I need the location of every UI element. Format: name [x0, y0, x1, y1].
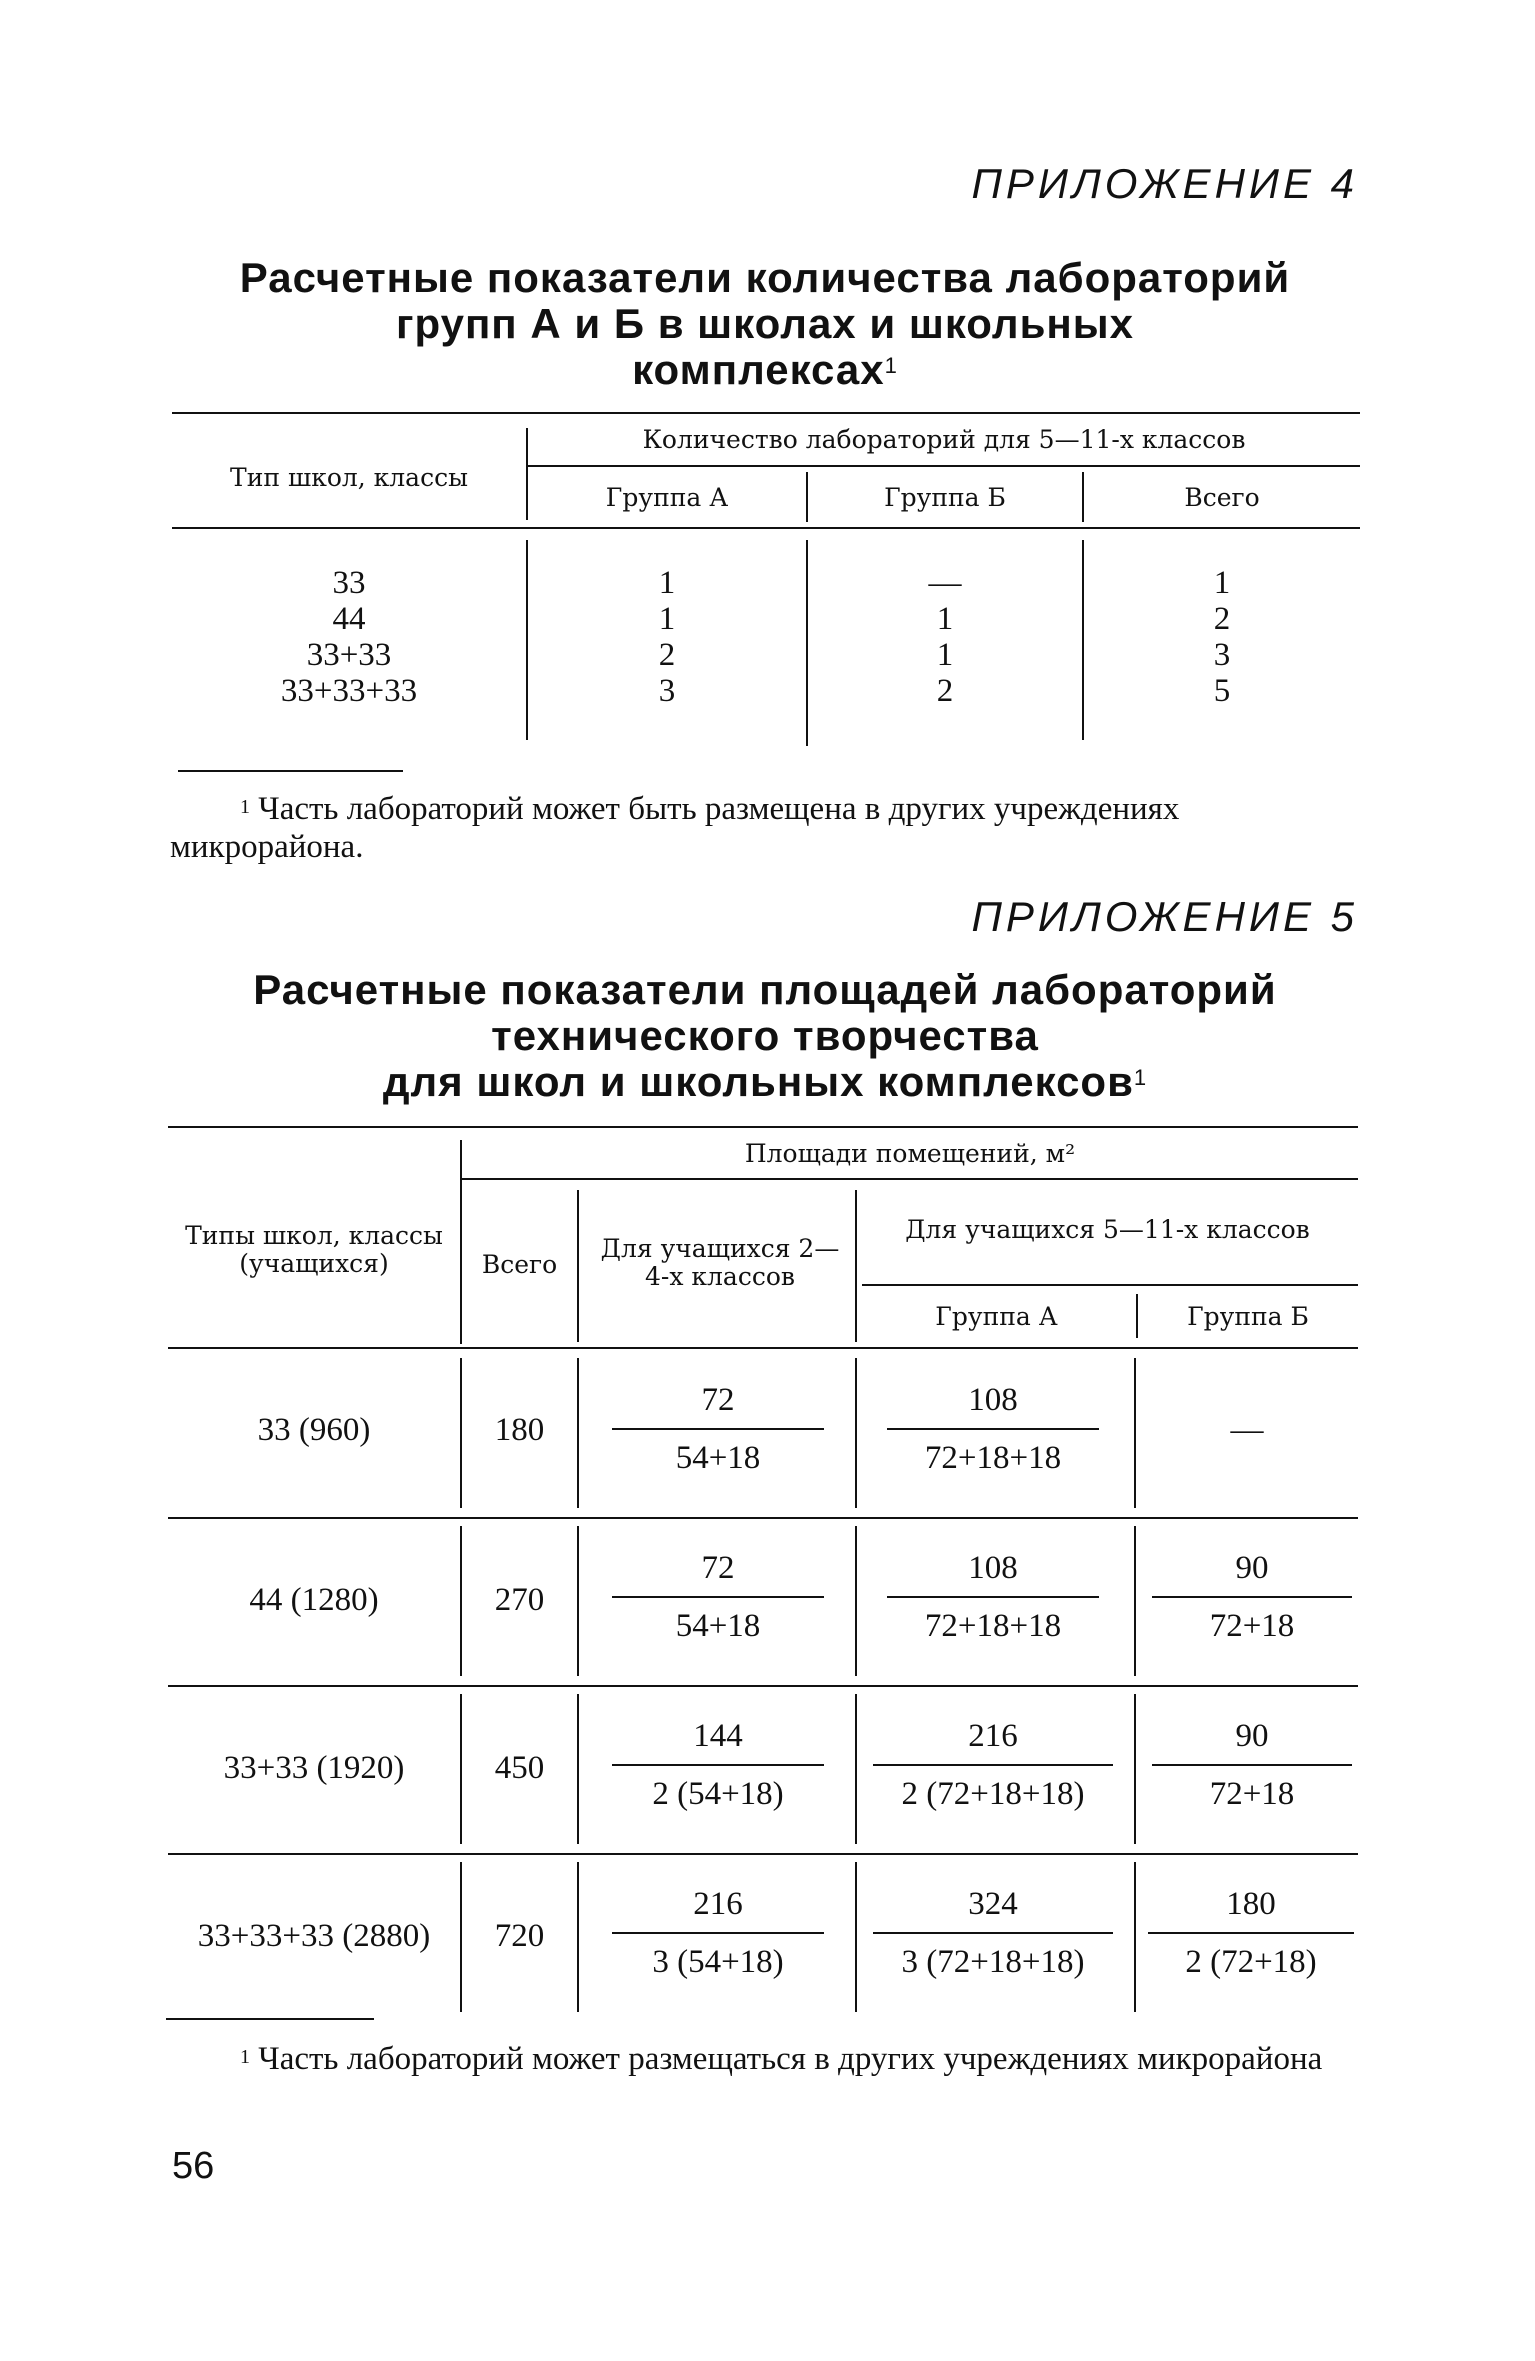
table-cell: 3	[1213, 637, 1231, 673]
header-group-b: Группа Б	[1187, 1302, 1309, 1331]
table-cell-type: 44 (1280)	[249, 1582, 379, 1618]
fraction-numerator: 108	[968, 1382, 1018, 1418]
fraction-group-a	[887, 1382, 1099, 1476]
header-school-type: Типы школ, классы (учащихся)	[185, 1221, 443, 1278]
fraction-group-a	[873, 1718, 1113, 1812]
footnote-mark: 1	[240, 796, 250, 818]
fraction-numerator: 72	[701, 1550, 735, 1586]
footnote-mark: 1	[884, 353, 898, 378]
fraction-denominator: 2 (54+18)	[652, 1776, 784, 1812]
title-line: Расчетные показатели количества лабораторий	[239, 254, 1291, 301]
header-area: Площади помещений, м²	[744, 1139, 1076, 1168]
column-group-a	[528, 565, 806, 709]
header-group-b: Группа Б	[884, 483, 1006, 512]
table-cell: 33+33	[306, 637, 392, 673]
fraction-denominator: 72+18+18	[924, 1608, 1062, 1644]
table-cell-type: 33 (960)	[257, 1412, 371, 1448]
table-cell: 1	[658, 601, 676, 637]
table-cell: 2	[1213, 601, 1231, 637]
footnote-mark: 1	[1133, 1065, 1148, 1090]
fraction-numerator: 324	[968, 1886, 1018, 1922]
fraction-numerator: 108	[968, 1550, 1018, 1586]
title-line: групп А и Б в школах и школьных	[395, 300, 1134, 347]
title-line: Расчетные показатели площадей лабораторий	[253, 966, 1277, 1013]
table-cell: —	[928, 565, 962, 601]
fraction-numerator: 216	[693, 1886, 743, 1922]
table-cell-total: 180	[494, 1412, 545, 1448]
table-cell-type: 33+33 (1920)	[223, 1750, 405, 1786]
fraction-denominator: 72+18	[1209, 1776, 1295, 1812]
fraction-denominator: 72+18+18	[924, 1440, 1062, 1476]
fraction-numerator: 180	[1226, 1886, 1276, 1922]
title-line: технического творчества	[491, 1012, 1039, 1059]
appendix-5-footnote: $^1$ Часть лабораторий может размещаться в других учреждениях микрорайона	[170, 2040, 1370, 2078]
appendix-4-footnote: $^1$ Часть лабораторий может быть размещена в других учреждениях микрорайона.	[170, 791, 1180, 865]
table-cell: 2	[936, 673, 954, 709]
fraction-denominator: 2 (72+18)	[1185, 1944, 1317, 1980]
fraction-group-b	[1152, 1718, 1352, 1812]
fraction-group-b	[1152, 1550, 1352, 1644]
table-cell: 5	[1213, 673, 1231, 709]
table-cell: 2	[658, 637, 676, 673]
fraction-numerator: 72	[701, 1382, 735, 1418]
column-group-b	[808, 565, 1082, 709]
page-number: 56	[172, 2145, 215, 2187]
table-cell: 1	[936, 637, 954, 673]
table-cell: 1	[936, 601, 954, 637]
fraction-grades-2-4	[612, 1550, 824, 1644]
footnote-divider	[178, 770, 403, 772]
table-cell: 3	[658, 673, 676, 709]
fraction-numerator: 90	[1235, 1550, 1269, 1586]
table-cell-total: 450	[494, 1750, 545, 1786]
header-group-a: Группа А	[605, 483, 729, 512]
table-cell-dash: —	[1230, 1412, 1264, 1448]
fraction-numerator: 216	[968, 1718, 1018, 1754]
footnote-mark: 1	[240, 2046, 250, 2068]
title-line: комплексах$^1$	[632, 346, 898, 393]
footnote-divider	[166, 2018, 374, 2020]
column-school-type	[172, 565, 526, 709]
table-cell-type: 33+33+33 (2880)	[197, 1918, 431, 1954]
table-cell: 44	[332, 601, 366, 637]
fraction-group-b	[1148, 1886, 1354, 1980]
fraction-denominator: 72+18	[1209, 1608, 1295, 1644]
title-line: для школ и школьных комплексов$^1$	[382, 1058, 1148, 1105]
header-total: Всего	[1184, 483, 1260, 512]
fraction-grades-2-4	[612, 1718, 824, 1812]
column-total	[1084, 565, 1360, 709]
fraction-numerator: 144	[693, 1718, 743, 1754]
fraction-denominator: 54+18	[675, 1608, 761, 1644]
header-school-type: Тип школ, классы	[230, 463, 468, 492]
table-cell: 33	[332, 565, 366, 601]
table-cell-total: 720	[494, 1918, 545, 1954]
table-cell: 1	[1213, 565, 1231, 601]
header-lab-count: Количество лабораторий для 5—11-х классов	[642, 425, 1246, 454]
fraction-numerator: 90	[1235, 1718, 1269, 1754]
header-grades-5-11: Для учащихся 5—11-х классов	[905, 1215, 1310, 1244]
fraction-denominator: 2 (72+18+18)	[901, 1776, 1085, 1812]
fraction-grades-2-4	[612, 1886, 824, 1980]
fraction-denominator: 3 (54+18)	[652, 1944, 784, 1980]
fraction-group-a	[873, 1886, 1113, 1980]
table-cell-total: 270	[494, 1582, 545, 1618]
fraction-group-a	[887, 1550, 1099, 1644]
header-total: Всего	[481, 1250, 558, 1279]
fraction-denominator: 3 (72+18+18)	[901, 1944, 1085, 1980]
appendix-4-label: ПРИЛОЖЕНИЕ 4	[971, 160, 1358, 207]
header-grades-2-4: Для учащихся 2—4-х классов	[600, 1234, 840, 1291]
appendix-4-title	[170, 255, 1360, 393]
fraction-grades-2-4	[612, 1382, 824, 1476]
table-cell: 33+33+33	[280, 673, 418, 709]
appendix-5-label: ПРИЛОЖЕНИЕ 5	[971, 893, 1358, 940]
table-cell: 1	[658, 565, 676, 601]
fraction-denominator: 54+18	[675, 1440, 761, 1476]
appendix-5-title	[170, 967, 1360, 1105]
header-group-a: Группа А	[935, 1302, 1058, 1331]
